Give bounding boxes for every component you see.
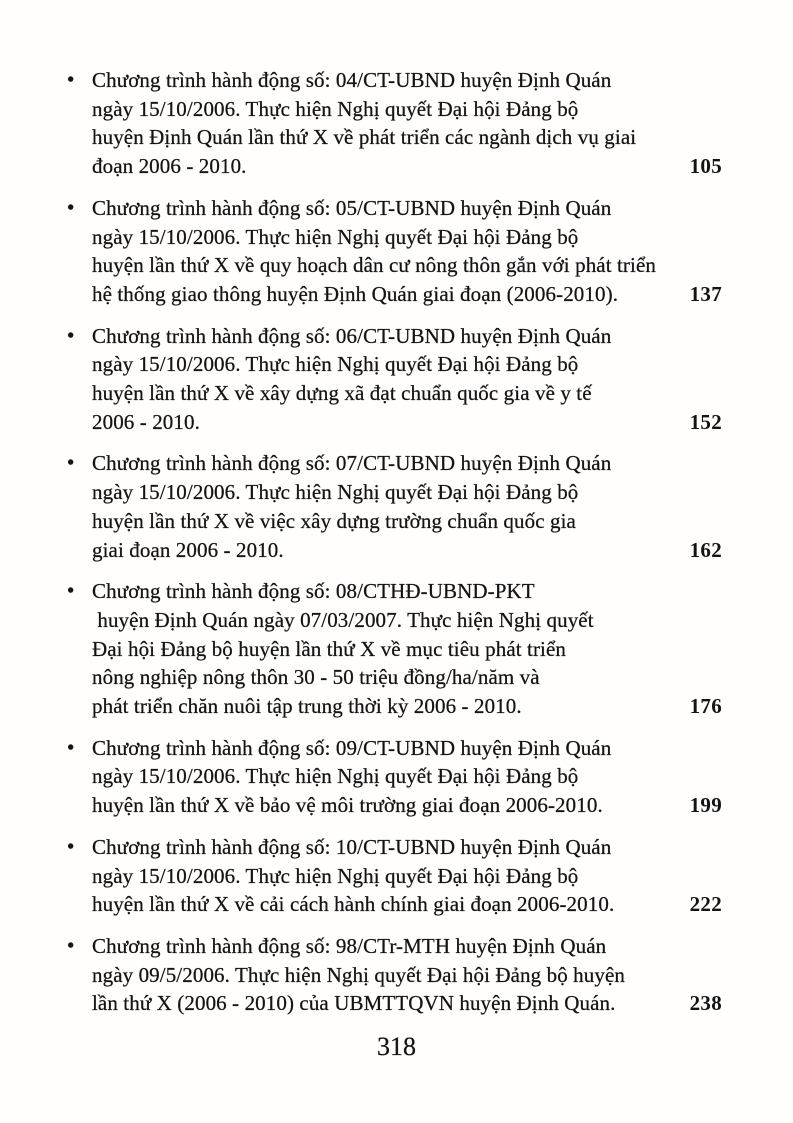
toc-page-number: 105 [689,154,722,179]
toc-page-number: 222 [689,892,722,917]
toc-entry-line: nông nghiệp nông thôn 30 - 50 triệu đồng/ha/năm và [92,665,540,690]
toc-entry-line: ngày 15/10/2006. Thực hiện Nghị quyết Đại hội Đảng bộ [92,764,579,789]
toc-entry-line: lần thứ X (2006 - 2010) của UBMTTQVN huyện Định Quán. [92,991,616,1016]
toc-entry-line: Đại hội Đảng bộ huyện lần thứ X về mục tiêu phát triển [92,636,567,661]
toc-entry-line: giai đoạn 2006 - 2010. [92,537,284,562]
toc-entry-line: Chương trình hành động số: 05/CT-UBND huyện Định Quán [92,195,612,220]
toc-entry-line: Chương trình hành động số: 07/CT-UBND huyện Định Quán [92,451,612,476]
toc-entry [67,322,730,437]
bullet-icon: • [67,734,75,759]
toc-entry-line: Chương trình hành động số: 04/CT-UBND huyện Định Quán [92,68,612,92]
toc-entry-line: huyện lần thứ X về việc xây dựng trường chuẩn quốc gia [92,508,576,533]
toc-entry-text [92,833,730,919]
toc-entry-line: Chương trình hành động số: 98/CTr-MTH huyện Định Quán [92,933,607,958]
toc-entry-text [92,449,730,564]
bullet-icon: • [67,932,75,957]
toc-list [67,66,730,1031]
toc-entry-text [92,322,730,437]
toc-entry-line: huyện lần thứ X về quy hoạch dân cư nông thôn gắn với phát triển [92,253,656,278]
toc-entry-line: huyện Định Quán ngày 07/03/2007. Thực hiện Nghị quyết [92,607,594,632]
toc-entry [67,833,730,919]
toc-page-number: 199 [689,793,722,818]
toc-page-number: 162 [689,537,722,562]
toc-page-number: 238 [689,991,722,1016]
toc-entry-line: ngày 15/10/2006. Thực hiện Nghị quyết Đại hội Đảng bộ [92,224,579,249]
toc-entry-line: 2006 - 2010. [92,409,200,434]
toc-entry-text [92,734,730,820]
toc-page-number: 176 [689,694,722,719]
toc-page-number: 137 [689,281,722,306]
bullet-icon: • [67,67,75,91]
bullet-icon: • [67,578,75,603]
toc-entry-line: Chương trình hành động số: 09/CT-UBND huyện Định Quán [92,735,612,760]
toc-page-number: 152 [689,409,722,434]
bullet-icon: • [67,450,75,475]
bullet-icon: • [67,322,75,347]
toc-entry [67,932,730,1018]
toc-entry-line: Chương trình hành động số: 06/CT-UBND huyện Định Quán [92,323,612,348]
toc-entry [67,577,730,721]
toc-entry [67,194,730,309]
bullet-icon: • [67,833,75,858]
toc-entry-text [92,194,730,309]
toc-entry-line: Chương trình hành động số: 08/CTHĐ-UBND-PKT [92,579,535,604]
toc-entry [67,449,730,564]
toc-entry-line: hệ thống giao thông huyện Định Quán giai đoạn (2006-2010). [92,281,619,306]
toc-entry-line: phát triển chăn nuôi tập trung thời kỳ 2006 - 2010. [92,694,522,719]
toc-entry-line: ngày 15/10/2006. Thực hiện Nghị quyết Đại hội Đảng bộ [92,863,579,888]
toc-entry-text [92,932,730,1018]
toc-entry [67,734,730,820]
toc-entry-line: ngày 15/10/2006. Thực hiện Nghị quyết Đại hội Đảng bộ [92,96,579,121]
toc-entry-line: ngày 15/10/2006. Thực hiện Nghị quyết Đại hội Đảng bộ [92,480,579,505]
bullet-icon: • [67,194,75,219]
toc-entry-line: Chương trình hành động số: 10/CT-UBND huyện Định Quán [92,834,612,859]
toc-entry-text [92,66,730,181]
page-number-footer: 318 [377,1032,416,1061]
toc-entry-line: huyện lần thứ X về xây dựng xã đạt chuẩn quốc gia về y tế [92,381,592,406]
toc-entry-line: huyện lần thứ X về bảo vệ môi trường giai đoạn 2006-2010. [92,793,603,818]
toc-entry-line: đoạn 2006 - 2010. [92,154,247,179]
toc-entry-text [92,577,730,721]
toc-entry-line: ngày 09/5/2006. Thực hiện Nghị quyết Đại hội Đảng bộ huyện [92,962,625,987]
toc-entry-line: ngày 15/10/2006. Thực hiện Nghị quyết Đại hội Đảng bộ [92,352,579,377]
toc-entry [67,66,730,181]
toc-entry-line: huyện Định Quán lần thứ X về phát triển các ngành dịch vụ giai [92,125,637,150]
toc-entry-line: huyện lần thứ X về cải cách hành chính giai đoạn 2006-2010. [92,892,615,917]
